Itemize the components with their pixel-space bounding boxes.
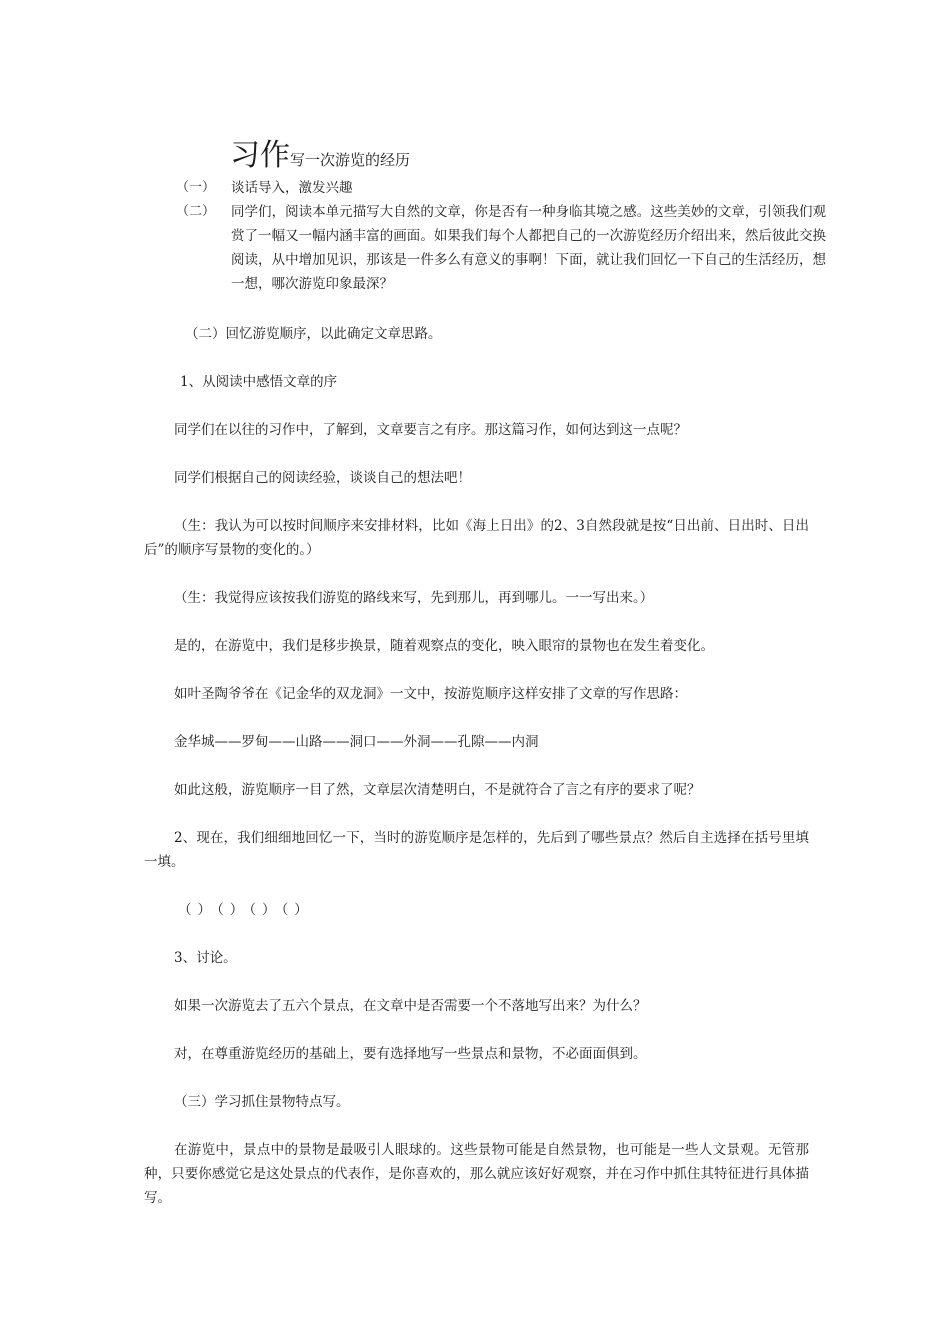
list-number: （二） (176, 204, 216, 219)
list-text: 谈话导入，激发兴趣 (231, 180, 353, 196)
fill-in-brackets: （）（）（）（） (178, 902, 314, 918)
paragraph: 对，在尊重游览经历的基础上，要有选择地写一些景点和景物，不必面面俱到。 (174, 1046, 647, 1062)
title-subtitle: 写一次游览的经历 (290, 151, 411, 169)
paragraph: 在游览中，景点中的景物是最吸引人眼球的。这些景物可能是自然景物，也可能是一些人文景观。无管那种，只要你感觉它是这处景点的代表作，是你喜欢的，那么就应该好好观察，并在习作中抓住其特征进行具体描写。 (144, 1142, 809, 1206)
document-title (230, 130, 410, 174)
list-number: （一） (176, 180, 216, 195)
paragraph: 同学们根据自己的阅读经验，谈谈自己的想法吧！ (174, 470, 471, 486)
paragraph: 如叶圣陶爷爷在《记金华的双龙洞》一文中，按游览顺序这样安排了文章的写作思路： (174, 686, 687, 702)
paragraph: 如此这般，游览顺序一目了然，文章层次清楚明白，不是就符合了言之有序的要求了呢？ (174, 782, 701, 798)
subheading-1: 1、从阅读中感悟文章的序 (180, 374, 338, 390)
paragraph: 如果一次游览去了五六个景点，在文章中是否需要一个不落地写出来？为什么？ (174, 998, 647, 1014)
paragraph: 同学们在以往的习作中，了解到，文章要言之有序。那这篇习作，如何达到这一点呢？ (174, 422, 687, 438)
paragraph: 是的，在游览中，我们是移步换景，随着观察点的变化，映入眼帘的景物也在发生着变化。 (174, 638, 714, 654)
list-item-2 (176, 200, 826, 296)
section-heading-2: （二）回忆游览顺序，以此确定文章思路。 (185, 326, 442, 342)
section-heading-3: （三）学习抓住景物特点写。 (174, 1094, 350, 1110)
paragraph-student-answer-1: （生：我认为可以按时间顺序来安排材料，比如《海上日出》的2、3自然段就是按“日出前、日出时、日出后”的顺序写景物的变化的。） (144, 518, 809, 558)
route-sequence: 金华城——罗甸——山路——洞口——外洞——孔隙——内洞 (174, 734, 539, 750)
subheading-3: 3、讨论。 (174, 950, 237, 966)
title-main: 习作 (230, 138, 290, 173)
list-item-1 (176, 176, 826, 200)
list-text: 同学们，阅读本单元描写大自然的文章，你是否有一种身临其境之感。这些美妙的文章，引领我们观赏了一幅又一幅内涵丰富的画面。如果我们每个人都把自己的一次游览经历介绍出来，然后彼此交换阅读，从中增加见识，那该是一件多么有意义的事啊！下面，就让我们回忆一下自己的生活经历，想一想，哪次游览印象最深？ (231, 204, 826, 292)
paragraph-student-answer-2: （生：我觉得应该按我们游览的路线来写，先到那儿，再到哪儿。一一写出来。） (174, 590, 654, 606)
subheading-2-paragraph: 2、现在，我们细细地回忆一下，当时的游览顺序是怎样的，先后到了哪些景点？然后自主选择在括号里填一填。 (144, 830, 809, 870)
